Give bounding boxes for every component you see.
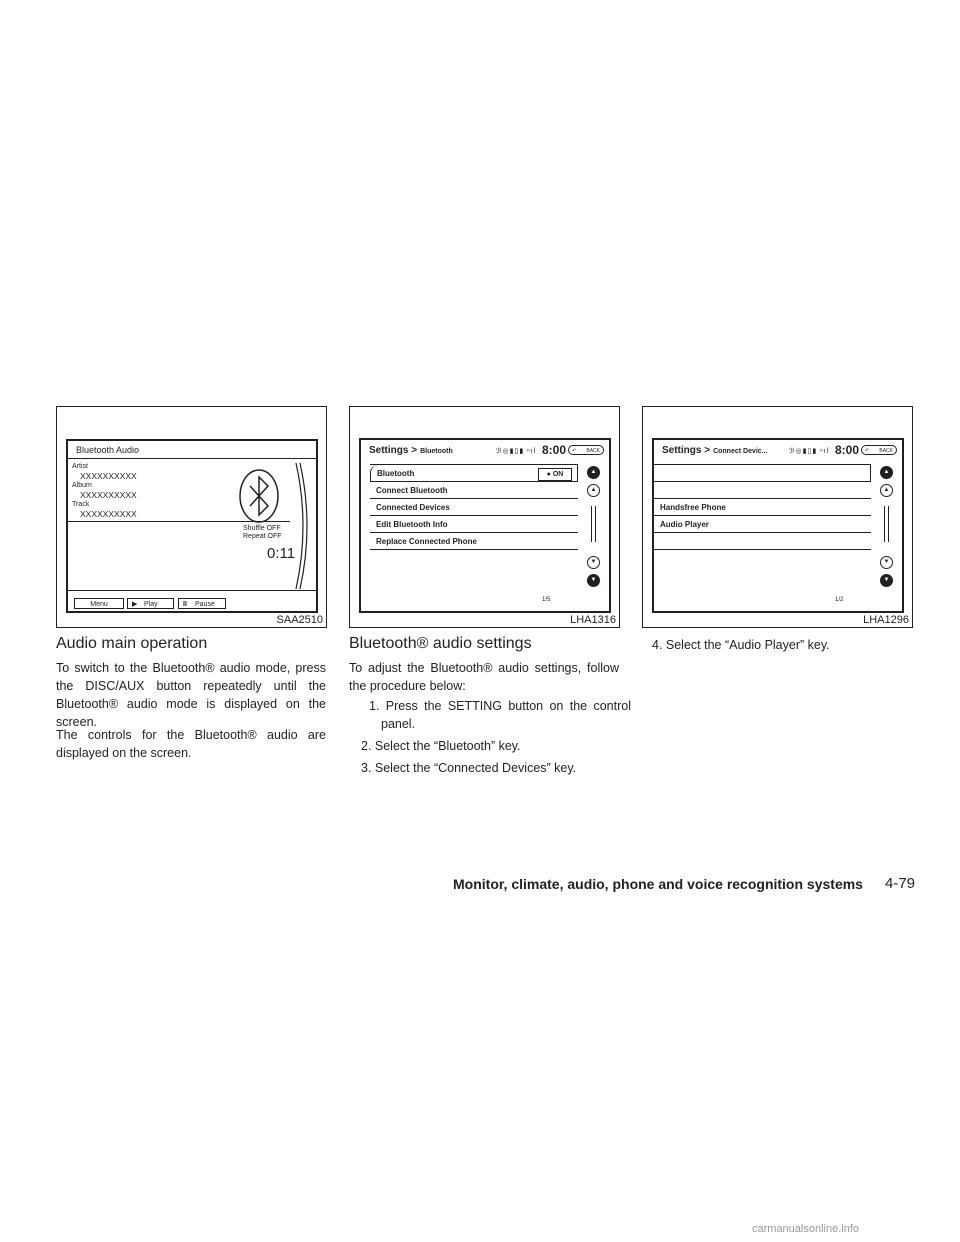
clock: 8:00 bbox=[542, 443, 567, 457]
running-footer: Monitor, climate, audio, phone and voice recognition systems bbox=[453, 876, 863, 892]
scroll-track[interactable] bbox=[884, 506, 889, 542]
scroll-up-icon[interactable]: ▲ bbox=[587, 484, 600, 497]
pause-icon: II bbox=[183, 601, 187, 608]
screen-title: Bluetooth Audio bbox=[76, 445, 140, 455]
list-item[interactable]: Replace Connected Phone bbox=[370, 533, 578, 550]
back-button[interactable]: ↶ BACK bbox=[568, 445, 604, 455]
header-subtitle: Bluetooth bbox=[420, 448, 453, 455]
page-number: 4-79 bbox=[885, 875, 916, 892]
list-item[interactable] bbox=[654, 533, 871, 550]
list-item[interactable]: Connected Devices bbox=[370, 499, 578, 516]
scroll-controls bbox=[585, 466, 601, 586]
bluetooth-icon bbox=[238, 468, 280, 524]
artist-value: XXXXXXXXXX bbox=[80, 471, 137, 481]
bluetooth-audio-screen bbox=[66, 439, 318, 613]
figure-id: LHA1296 bbox=[863, 614, 909, 626]
step-3: 3. Select the “Connected Devices” key. bbox=[361, 761, 577, 775]
page-indicator: 1/2 bbox=[835, 597, 844, 603]
page-indicator: 1/5 bbox=[542, 597, 551, 603]
artist-label: Artist bbox=[72, 463, 88, 470]
figure-bluetooth-settings bbox=[349, 406, 620, 628]
step-2: 2. Select the “Bluetooth” key. bbox=[361, 739, 521, 753]
watermark: carmanualsonline.info bbox=[752, 1223, 860, 1235]
status-icons: ℬ◎▮▯▮ ⁿıl bbox=[496, 448, 537, 455]
back-button[interactable]: ↶ BACK bbox=[861, 445, 897, 455]
header-title: Settings > bbox=[662, 445, 711, 456]
figure-connected-devices bbox=[642, 406, 913, 628]
scroll-down-icon[interactable]: ▼ bbox=[587, 556, 600, 569]
status-icons: ℬ◎▮▯▮ ⁿıl bbox=[789, 448, 830, 455]
scroll-up-icon[interactable]: ▲ bbox=[880, 484, 893, 497]
list-item[interactable] bbox=[654, 482, 871, 499]
list-item[interactable]: Edit Bluetooth Info bbox=[370, 516, 578, 533]
step-1: 1. Press the SETTING button on the control panel. bbox=[369, 699, 631, 731]
clock: 8:00 bbox=[835, 443, 860, 457]
section-heading-audio-main: Audio main operation bbox=[56, 635, 208, 652]
repeat-status: Repeat OFF bbox=[243, 533, 282, 540]
figure-bluetooth-audio bbox=[56, 406, 327, 628]
play-button[interactable]: ▶ Play bbox=[127, 598, 174, 609]
page-down-icon[interactable]: ▼ bbox=[587, 574, 600, 587]
menu-button[interactable]: Menu bbox=[74, 598, 124, 609]
volume-arc bbox=[294, 461, 312, 591]
on-indicator: ● ON bbox=[538, 468, 572, 481]
devices-list bbox=[654, 464, 871, 550]
album-value: XXXXXXXXXX bbox=[80, 490, 137, 500]
figure-id: SAA2510 bbox=[276, 614, 323, 626]
header-title: Settings > bbox=[369, 445, 418, 456]
list-item[interactable]: Bluetooth ● ON bbox=[370, 465, 578, 482]
paragraph: To adjust the Bluetooth® audio settings, follow the procedure below: bbox=[349, 661, 619, 693]
album-label: Album bbox=[72, 482, 92, 489]
list-item[interactable]: Audio Player bbox=[654, 516, 871, 533]
settings-screen bbox=[359, 438, 611, 613]
settings-list bbox=[370, 464, 578, 550]
section-heading-bt-settings: Bluetooth® audio settings bbox=[349, 635, 532, 652]
list-item[interactable] bbox=[654, 465, 871, 482]
scroll-track[interactable] bbox=[591, 506, 596, 542]
step-4: 4. Select the “Audio Player” key. bbox=[652, 638, 830, 652]
page-down-icon[interactable]: ▼ bbox=[880, 574, 893, 587]
paragraph: To switch to the Bluetooth® audio mode, press the DISC/AUX button repeatedly until the Bluetooth® audio mode is displayed on the screen. bbox=[56, 661, 326, 729]
scroll-down-icon[interactable]: ▼ bbox=[880, 556, 893, 569]
header-subtitle: Connect Devic... bbox=[713, 448, 768, 455]
shuffle-status: Shuffle OFF bbox=[243, 525, 281, 532]
pause-button[interactable]: II Pause bbox=[178, 598, 226, 609]
connected-devices-screen bbox=[652, 438, 904, 613]
back-arrow-icon: ↶ bbox=[865, 448, 870, 454]
page-up-icon[interactable]: ▲ bbox=[587, 466, 600, 479]
elapsed-time: 0:11 bbox=[267, 545, 296, 562]
list-item[interactable]: Handsfree Phone bbox=[654, 499, 871, 516]
back-arrow-icon: ↶ bbox=[572, 448, 577, 454]
list-item[interactable]: Connect Bluetooth bbox=[370, 482, 578, 499]
play-icon: ▶ bbox=[132, 601, 138, 608]
scroll-controls bbox=[878, 466, 894, 586]
track-value: XXXXXXXXXX bbox=[80, 509, 137, 519]
track-label: Track bbox=[72, 501, 90, 508]
figure-id: LHA1316 bbox=[570, 614, 616, 626]
paragraph: The controls for the Bluetooth® audio are displayed on the screen. bbox=[56, 728, 326, 760]
page-up-icon[interactable]: ▲ bbox=[880, 466, 893, 479]
